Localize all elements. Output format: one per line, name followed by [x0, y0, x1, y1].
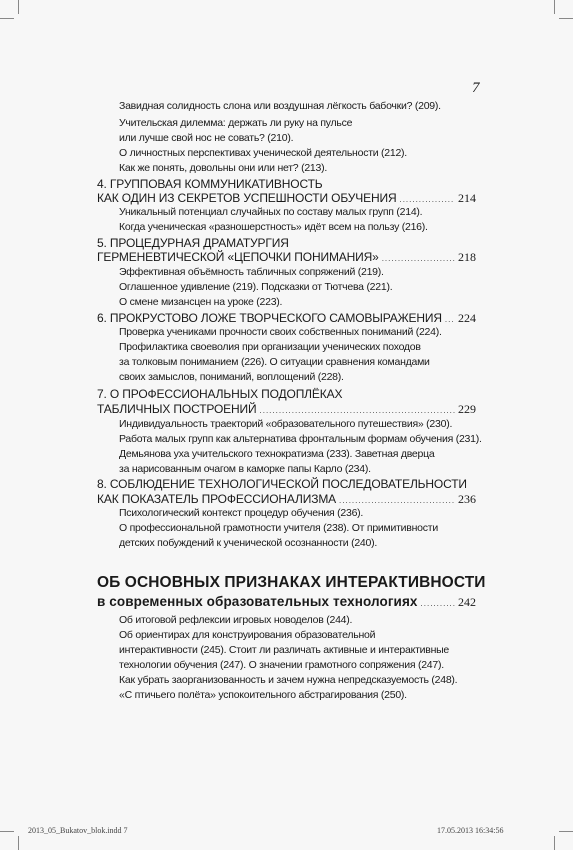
- toc-subentry: интерактивности (245). Стоит ли различать активные и интерактивные: [119, 644, 450, 656]
- toc-subentry: «С птичьего полёта» успокоительного абстрагирования (250).: [119, 689, 407, 701]
- toc-subentry: Профилактика своеволия при организации ученических походов: [119, 341, 421, 353]
- section-heading-row: [97, 594, 476, 610]
- toc-subentry: Психологический контекст процедур обучения (236).: [119, 507, 364, 519]
- toc-subentry: детских побуждений к ученической осознанности (240).: [119, 537, 378, 549]
- chapter-heading: 8. СОБЛЮДЕНИЕ ТЕХНОЛОГИЧЕСКОЙ ПОСЛЕДОВАТЕЛЬНОСТИ: [97, 477, 467, 491]
- toc-subentry: Как убрать заорганизованность и зачем нужна непредсказуемость (248).: [119, 674, 458, 686]
- toc-subentry: Демьянова уха учительского технократизма (233). Заветная дверца: [119, 448, 435, 460]
- leader-dots: [399, 195, 455, 204]
- leader-dots: [339, 496, 455, 505]
- crop-mark-top-right: [559, 18, 573, 19]
- chapter-heading: ТАБЛИЧНЫХ ПОСТРОЕНИЙ: [97, 402, 257, 416]
- toc-subentry: или лучше свой нос не совать? (210).: [119, 132, 294, 144]
- toc-subentry: Учительская дилемма: держать ли руку на пульсе: [119, 117, 353, 129]
- page-reference: 214: [458, 191, 476, 205]
- page-reference: 229: [458, 402, 476, 416]
- toc-subentry: Индивидуальность траекторий «образовательного путешествия» (230).: [119, 418, 453, 430]
- chapter-heading: КАК ОДИН ИЗ СЕКРЕТОВ УСПЕШНОСТИ ОБУЧЕНИЯ: [97, 191, 397, 205]
- crop-mark-bottom-right: [559, 831, 573, 832]
- chapter-heading: 7. О ПРОФЕССИОНАЛЬНЫХ ПОДОПЛЁКАХ: [97, 387, 343, 401]
- chapter-heading-row: [97, 191, 476, 206]
- page-number: 7: [472, 80, 480, 96]
- leader-dots: [382, 254, 455, 263]
- toc-subentry: Эффективная объёмность табличных сопряжений (219).: [119, 266, 384, 278]
- crop-mark-bottom-left: [0, 831, 14, 832]
- toc-subentry: О личностных перспективах ученической деятельности (212).: [119, 147, 407, 159]
- toc-subentry: за нарисованным очагом в каморке папы Карло (234).: [119, 463, 371, 475]
- toc-subentry: Когда ученическая «разношерстность» идёт всем на пользу (216).: [119, 221, 428, 233]
- leader-dots: [445, 315, 455, 324]
- chapter-heading-row: [97, 492, 476, 507]
- toc-subentry: Проверка учениками прочности своих собственных пониманий (224).: [119, 326, 442, 338]
- toc-subentry: за толковым пониманием (226). О ситуации сравнения командами: [119, 356, 430, 368]
- toc-subentry: Об итоговой рефлексии игровых новоделов (244).: [119, 614, 353, 626]
- chapter-heading-row: [97, 402, 476, 417]
- chapter-heading: 6. ПРОКРУСТОВО ЛОЖЕ ТВОРЧЕСКОГО САМОВЫРАЖЕНИЯ: [97, 311, 442, 325]
- toc-subentry: своих замыслов, пониманий, воплощений (228).: [119, 371, 344, 383]
- toc-subentry: О профессиональной грамотности учителя (238). От примитивности: [119, 522, 438, 534]
- crop-mark-top-left: [0, 18, 14, 19]
- chapter-heading-row: [97, 250, 476, 265]
- toc-subentry: Оглашенное удивление (219). Подсказки от Тютчева (221).: [119, 281, 393, 293]
- leader-dots: [421, 599, 455, 608]
- toc-subentry: Как же понять, довольны они или нет? (213).: [119, 162, 327, 174]
- crop-mark-bottom-left-vertical: [18, 836, 19, 850]
- leader-dots: [260, 406, 456, 415]
- chapter-heading: ГЕРМЕНЕВТИЧЕСКОЙ «ЦЕПОЧКИ ПОНИМАНИЯ»: [97, 250, 379, 264]
- chapter-heading-row: [97, 311, 476, 326]
- chapter-heading: 4. ГРУППОВАЯ КОММУНИКАТИВНОСТЬ: [97, 177, 323, 191]
- print-slug-timestamp: 17.05.2013 16:34:56: [437, 826, 504, 835]
- toc-subentry: Уникальный потенциал случайных по составу малых групп (214).: [119, 206, 423, 218]
- toc-subentry: О смене мизансцен на уроке (223).: [119, 296, 283, 308]
- crop-mark-top-right-vertical: [554, 0, 555, 14]
- page-reference: 236: [458, 492, 476, 506]
- page-reference: 218: [458, 250, 476, 264]
- section-subheading: в современных образовательных технологиях: [97, 594, 418, 609]
- page-reference: 242: [458, 595, 476, 609]
- crop-mark-top-left-vertical: [18, 0, 19, 14]
- toc-subentry: Работа малых групп как альтернатива фронтальным формам обучения (231).: [119, 433, 482, 445]
- toc-subentry: технологии обучения (247). О значении грамотного сопряжения (247).: [119, 659, 444, 671]
- chapter-heading: 5. ПРОЦЕДУРНАЯ ДРАМАТУРГИЯ: [97, 236, 289, 250]
- print-slug-filename: 2013_05_Bukatov_blok.indd 7: [28, 826, 128, 835]
- toc-subentry: Об ориентирах для конструирования образовательной: [119, 629, 376, 641]
- toc-subentry: Завидная солидность слона или воздушная лёгкость бабочки? (209).: [119, 100, 441, 112]
- crop-mark-bottom-right-vertical: [554, 836, 555, 850]
- chapter-heading: КАК ПОКАЗАТЕЛЬ ПРОФЕССИОНАЛИЗМА: [97, 492, 337, 506]
- section-heading: ОБ ОСНОВНЫХ ПРИЗНАКАХ ИНТЕРАКТИВНОСТИ: [97, 574, 486, 591]
- page-reference: 224: [458, 311, 476, 325]
